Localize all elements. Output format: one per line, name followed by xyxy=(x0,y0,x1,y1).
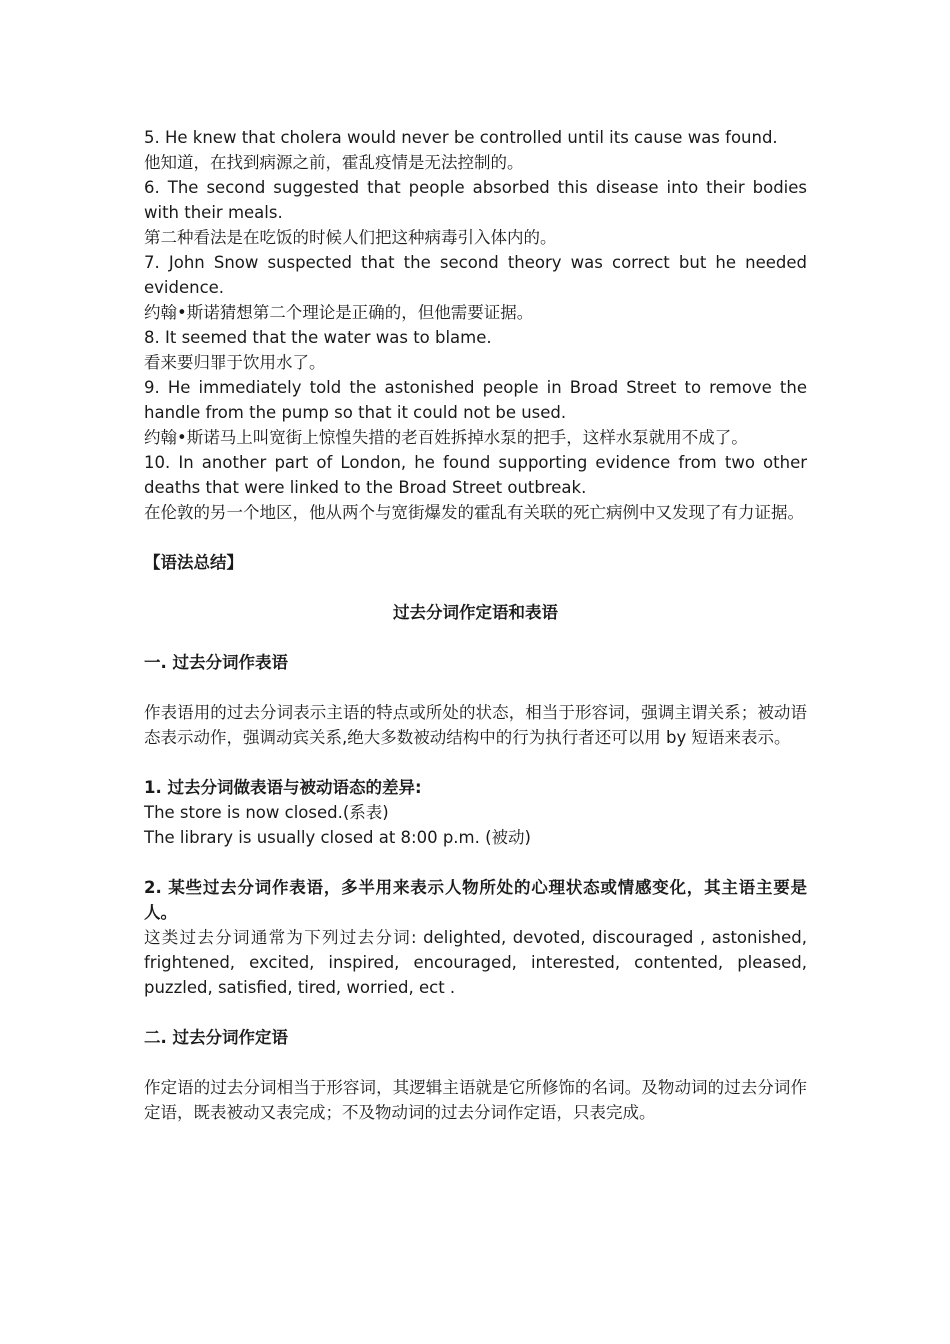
sentence-7-en: 7. John Snow suspected that the second theory was correct but he needed evidence. xyxy=(144,253,807,297)
part2-intro: 作定语的过去分词相当于形容词，其逻辑主语就是它所修饰的名词。及物动词的过去分词作定语，既表被动又表完成；不及物动词的过去分词作定语，只表完成。 xyxy=(144,1078,807,1122)
point1-example-2: The library is usually closed at 8:00 p.m. (被动) xyxy=(144,828,531,847)
sentence-8-zh: 看来要归罪于饮用水了。 xyxy=(144,353,326,372)
sentence-9-zh: 约翰•斯诺马上叫宽街上惊惶失措的老百姓拆掉水泵的把手，这样水泵就用不成了。 xyxy=(144,428,748,447)
spacer xyxy=(144,675,807,700)
part1-intro: 作表语用的过去分词表示主语的特点或所处的状态，相当于形容词，强调主谓关系；被动语态表示动作，强调动宾关系,绝大多数被动结构中的行为执行者还可以用 by 短语来表示。 xyxy=(144,703,807,747)
grammar-title: 过去分词作定语和表语 xyxy=(393,603,558,622)
part1-heading: 一. 过去分词作表语 xyxy=(144,653,289,672)
sentence-6-zh: 第二种看法是在吃饭的时候人们把这种病毒引入体内的。 xyxy=(144,228,557,247)
spacer xyxy=(144,850,807,875)
grammar-section-label: 【语法总结】 xyxy=(144,553,243,572)
sentence-10-en: 10. In another part of London, he found supporting evidence from two other deaths that were linked to the Broad Street outbreak. xyxy=(144,453,807,497)
point1-heading: 1. 过去分词做表语与被动语态的差异: xyxy=(144,778,422,797)
sentence-8-en: 8. It seemed that the water was to blame. xyxy=(144,328,492,347)
sentence-10-zh: 在伦敦的另一个地区，他从两个与宽街爆发的霍乱有关联的死亡病例中又发现了有力证据。 xyxy=(144,503,804,522)
spacer xyxy=(144,750,807,775)
spacer xyxy=(144,1050,807,1075)
sentence-list xyxy=(144,125,807,525)
point2-heading: 2. 某些过去分词作表语，多半用来表示人物所处的心理状态或情感变化，其主语主要是人。 xyxy=(144,878,807,922)
point2-text: 这类过去分词通常为下列过去分词: delighted, devoted, discouraged , astonished, frightened, excited, inspired, encouraged, interested, contented, pleased, puzzled, satisfied, tired, worried, ect . xyxy=(144,928,807,997)
part2-heading: 二. 过去分词作定语 xyxy=(144,1028,289,1047)
spacer xyxy=(144,575,807,600)
sentence-5-en: 5. He knew that cholera would never be controlled until its cause was found. xyxy=(144,128,778,147)
spacer xyxy=(144,525,807,550)
spacer xyxy=(144,625,807,650)
sentence-5-zh: 他知道，在找到病源之前，霍乱疫情是无法控制的。 xyxy=(144,153,524,172)
point1-example-1: The store is now closed.(系表) xyxy=(144,803,389,822)
sentence-6-en: 6. The second suggested that people absorbed this disease into their bodies with their meals. xyxy=(144,178,807,222)
document-content xyxy=(144,125,807,1125)
spacer xyxy=(144,1000,807,1025)
sentence-7-zh: 约翰•斯诺猜想第二个理论是正确的，但他需要证据。 xyxy=(144,303,534,322)
sentence-9-en: 9. He immediately told the astonished people in Broad Street to remove the handle from the pump so that it could not be used. xyxy=(144,378,807,422)
